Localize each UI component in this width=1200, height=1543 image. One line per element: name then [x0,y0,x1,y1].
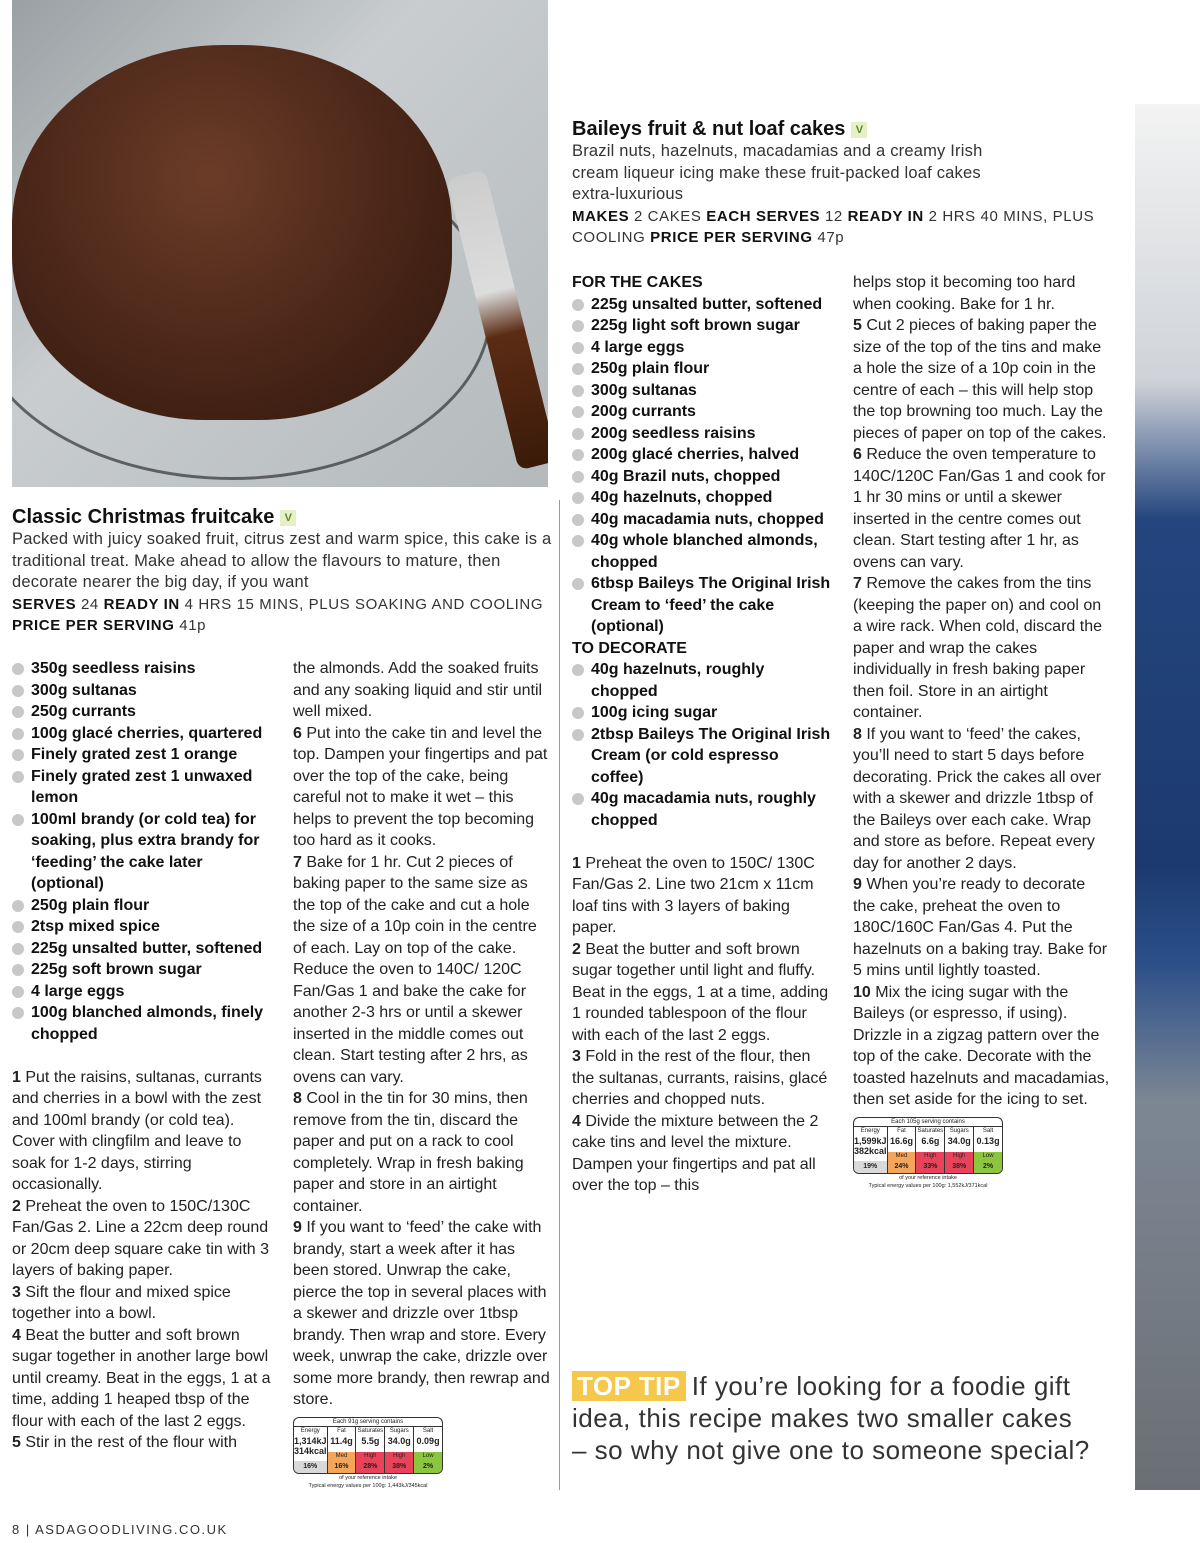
nutrition-header: Each 105g serving contains [853,1117,1003,1126]
nutrient-percent: 16% [328,1461,356,1473]
recipe2-intro: Brazil nuts, hazelnuts, macadamias and a creamy Irish cream liqueur icing make these fruit-packed loaf cakes extra-luxurious [572,142,983,204]
recipe1-meta: SERVES 24 READY IN 4 HRS 15 MINS, PLUS SOAKING AND COOLING PRICE PER SERVING 41p [12,595,544,635]
step-text: Sift the flour and mixed spice together into a bowl. [12,1283,231,1322]
step-text: Remove the cakes from the tins (keeping the paper on) and cool on a wire rack. When cold, discard the paper and wrap the cakes individually in fresh baking paper then foil. Store in an airtight container. [853,575,1102,721]
nutrient-level: Low [414,1452,442,1461]
vegetarian-icon: V [280,510,296,526]
ingredient-item: 2tbsp Baileys The Original Irish Cream (or cold espresso coffee) [572,724,834,789]
nutrient-value: 6.6g [921,1135,940,1146]
step-number: 4 [572,1112,581,1130]
nutrient-label: Fat [337,1427,346,1434]
nutrition-cell [974,1127,1002,1173]
ingredient-item: 200g seedless raisins [572,423,834,445]
nutrient-label: Salt [422,1427,434,1434]
nutrient-label: Saturates [357,1427,384,1434]
method-step [853,982,1111,1111]
nutrient-percent: 2% [414,1461,442,1473]
step-text: Stir in the rest of the flour with [25,1434,238,1451]
step-text: Reduce the oven temperature to 140C/120C Fan/Gas 1 and cook for 1 hr 30 mins or until a skewer inserted in the centre comes out clean. Start testing after 1 hr, as ovens can vary. [853,446,1106,571]
ingredient-item: 250g currants [12,701,274,723]
step-number: 1 [572,854,581,872]
method-step [293,852,551,1089]
ingredient-item: 100g blanched almonds, finely chopped [12,1002,274,1045]
ingredient-item: 40g hazelnuts, chopped [572,487,834,509]
nutrition-cell [916,1127,945,1173]
recipe1-header [12,506,552,637]
nutrient-label: Sugars [389,1427,409,1434]
method-step [293,723,551,852]
nutrient-value: 11.4g [330,1435,353,1446]
nutrient-value: 0.13g [976,1135,1000,1146]
top-tip-text: If you’re looking for a foodie gift idea, this recipe makes two smaller cakes – so why not give one to someone special? [572,1371,1090,1465]
recipe1-intro: Packed with juicy soaked fruit, citrus zest and warm spice, this cake is a traditional treat. Make ahead to allow the flavours to mature, then decorate nearer the big day, if you want [12,530,552,592]
page-number: 8 [12,1522,21,1537]
method-step [853,444,1111,573]
step-text: the almonds. Add the soaked fruits and any soaking liquid and stir until well mixed. [293,660,543,720]
method-step [293,1217,551,1411]
method-step [12,1432,274,1454]
step-number: 5 [12,1434,21,1451]
nutrition-row [293,1426,443,1474]
nutrient-value: 0.09g [416,1435,440,1446]
nutrient-percent: 24% [888,1161,916,1173]
nutrition-label [853,1117,1003,1190]
nutrient-level: Low [974,1152,1002,1161]
step-text: Cool in the tin for 30 mins, then remove from the tin, discard the paper and put on a rack to cool completely. Wrap in fresh baking paper and store in an airtight container. [293,1090,528,1215]
ingredient-item: 40g whole blanched almonds, chopped [572,530,834,573]
step-text: When you’re ready to decorate the cake, preheat the oven to 180C/160C Fan/Gas 4. Put the hazelnuts on a baking tray. Bake for 5 mins until lightly toasted. [853,876,1108,979]
nutrition-cell [294,1427,328,1473]
nutrient-label: Energy [300,1427,320,1434]
step-number: 8 [293,1090,302,1107]
nutrient-value: 34.0g [947,1135,971,1146]
step-text: Mix the icing sugar with the Baileys (or espresso, if using). Drizzle in a zigzag pattern over the top of the cake. Decorate with the toasted hazelnuts and macadamias, then set aside for the icing to set. [853,983,1110,1108]
ingredient-item: 6tbsp Baileys The Original Irish Cream to ‘feed’ the cake (optional) [572,573,834,638]
step-number: 2 [12,1197,21,1215]
spacer [572,831,834,853]
nutrient-label: Fat [897,1127,906,1134]
nutrition-cell [328,1427,357,1473]
ingredient-item: 200g glacé cherries, halved [572,444,834,466]
step-number: 8 [853,725,862,743]
fruitcake [12,45,452,420]
nutrient-percent: 2% [974,1161,1002,1173]
ingredient-item: 4 large eggs [572,337,834,359]
step-number: 6 [293,724,302,742]
method-step [12,1067,274,1196]
nutrient-percent: 19% [854,1161,887,1173]
method-step [293,1088,551,1217]
nutrition-label [293,1417,443,1490]
method-step [853,724,1111,875]
step-number: 3 [12,1283,21,1301]
nutrient-label: Sugars [949,1127,969,1134]
method-step [853,573,1111,724]
method-step [12,1282,274,1325]
nutrient-value: 1,314kJ 314kcal [294,1435,327,1456]
nutrient-level: High [916,1152,944,1161]
column-divider [559,500,560,1490]
step-number: 2 [572,940,581,958]
method-step [572,1046,834,1111]
ingredient-item: 40g hazelnuts, roughly chopped [572,659,834,702]
step-number: 1 [12,1068,21,1086]
recipe1-column-2 [293,658,551,1490]
step-text: Preheat the oven to 150C/ 130C Fan/Gas 2. Line two 21cm x 11cm loaf tins with 3 layers of baking paper. [572,854,815,936]
nutrition-cell [414,1427,442,1473]
nutrient-percent: 38% [945,1161,973,1173]
step-number: 7 [853,575,862,592]
decorate-heading: TO DECORATE [572,639,687,657]
ingredient-item: 250g plain flour [572,358,834,380]
method-step [853,272,1111,315]
nutrient-percent: 16% [294,1461,327,1473]
reference-intake: of your reference intake [899,1174,957,1181]
top-tip [572,1370,1092,1466]
ingredient-item: Finely grated zest 1 unwaxed lemon [12,766,274,809]
step-number: 6 [853,446,862,463]
recipe2-header [572,118,1112,249]
nutrition-cell [385,1427,414,1473]
step-text: Cut 2 pieces of baking paper the size of the top of the tins and make a hole the size of a 10p coin in the centre of each – this will help stop the top browning too much. Lay the pieces of paper on top of the cakes. [853,317,1107,442]
spacer [12,1045,274,1067]
step-number: 10 [853,983,871,1001]
nutrient-percent: 28% [356,1461,384,1473]
ingredient-item: 225g unsalted butter, softened [12,938,274,960]
ingredient-item: 100g glacé cherries, quartered [12,723,274,745]
method-step [572,1111,834,1197]
nutrient-value: 34.0g [387,1435,411,1446]
ingredient-item: 350g seedless raisins [12,658,274,680]
nutrient-percent: 33% [916,1161,944,1173]
step-number: 7 [293,853,302,871]
nutrition-cell [854,1127,888,1173]
ingredient-item: 40g Brazil nuts, chopped [572,466,834,488]
recipe2-meta: MAKES 2 CAKES EACH SERVES 12 READY IN 2 HRS 40 MINS, PLUS COOLING PRICE PER SERVING 47p [572,207,1095,247]
step-number: 5 [853,317,862,334]
ingredient-item: 300g sultanas [572,380,834,402]
step-text: Divide the mixture between the 2 cake tins and level the mixture. Dampen your fingertips and pat all over the top – this [572,1112,819,1194]
ingredient-item: 225g light soft brown sugar [572,315,834,337]
cakes-heading: FOR THE CAKES [572,274,703,291]
step-text: Beat the butter and soft brown sugar together until light and fluffy. Beat in the eggs, 1 at a time, adding 1 rounded tablespoon of the flour with each of the last 2 eggs. [572,940,829,1044]
ingredient-item: Finely grated zest 1 orange [12,744,274,766]
nutrient-label: Energy [860,1127,880,1134]
step-number: 9 [293,1219,302,1236]
recipe1-title: Classic Christmas fruitcake V [12,506,552,529]
method-step [12,1196,274,1282]
typical-energy: Typical energy values per 100g: 1,443kJ/345kcal [308,1482,428,1489]
step-text: Bake for 1 hr. Cut 2 pieces of baking paper to the same size as the top of the cake and cut a hole the size of a 10p coin in the centre of each. Lay on top of the cake. Reduce the oven to 140C/ 120C Fan/Gas 1 and bake the cake for another 2-3 hrs or until a skewer inserted in the middle comes out clean. Start testing after 2 hrs, as ovens can vary. [293,853,537,1086]
nutrient-level: High [945,1152,973,1161]
step-number: 4 [12,1326,21,1344]
reference-intake: of your reference intake [339,1474,397,1481]
nutrient-level: High [356,1452,384,1461]
step-number: 3 [572,1048,581,1065]
ingredient-item: 300g sultanas [12,680,274,702]
nutrient-value: 5.5g [361,1435,380,1446]
nutrition-header: Each 91g serving contains [293,1417,443,1426]
nutrient-level: Med [328,1452,356,1461]
nutrition-row [853,1126,1003,1174]
nutrition-cell [945,1127,974,1173]
nutrient-label: Salt [982,1127,994,1134]
step-text: If you want to ‘feed’ the cakes, you’ll need to start 5 days before decorating. Prick the cakes all over with a skewer and drizzle 1tbsp of the Baileys over each cake. Wrap and store as before. Repeat every day for another 2 days. [853,725,1102,872]
recipe1-column-1 [12,658,274,1454]
step-text: Put the raisins, sultanas, currants and cherries in a bowl with the zest and 100ml brandy (or cold tea). Cover with clingfilm and leave to soak for 1-2 days, stirring occasionally. [12,1068,262,1193]
recipe2-title: Baileys fruit & nut loaf cakes V [572,118,1112,141]
top-tip-label: TOP TIP [572,1371,686,1401]
nutrition-cell [356,1427,385,1473]
nutrient-label: Saturates [917,1127,944,1134]
ingredient-item: 100ml brandy (or cold tea) for soaking, plus extra brandy for ‘feeding’ the cake later (optional) [12,809,274,895]
step-number: 9 [853,876,862,893]
method-step [853,874,1111,982]
nutrient-level: Med [888,1152,916,1161]
ingredient-item: 40g macadamia nuts, chopped [572,509,834,531]
page-footer: 8 | ASDAGOODLIVING.CO.UK [12,1522,228,1537]
ingredient-item: 250g plain flour [12,895,274,917]
step-text: Beat the butter and soft brown sugar together in another large bowl until creamy. Beat in the eggs, 1 at a time, adding 1 heaped tbsp of the flour with each of the last 2 eggs. [12,1326,271,1430]
website: ASDAGOODLIVING.CO.UK [35,1522,228,1537]
method-step [12,1325,274,1433]
step-text: helps stop it becoming too hard when cooking. Bake for 1 hr. [853,274,1076,313]
method-step [572,853,834,939]
ingredient-item: 100g icing sugar [572,702,834,724]
ingredient-item: 2tsp mixed spice [12,916,274,938]
recipe2-column-1 [572,272,834,1197]
ingredient-item: 225g unsalted butter, softened [572,294,834,316]
ingredient-item: 200g currants [572,401,834,423]
typical-energy: Typical energy values per 100g: 1,552kJ/371kcal [868,1182,988,1189]
step-text: Fold in the rest of the flour, then the sultanas, currants, raisins, glacé cherries and chopped nuts. [572,1048,828,1108]
nutrient-level: High [385,1452,413,1461]
ingredient-item: 40g macadamia nuts, roughly chopped [572,788,834,831]
step-text: Preheat the oven to 150C/130C Fan/Gas 2. Line a 22cm deep round or 20cm deep square cake tin with 3 layers of baking paper. [12,1197,270,1279]
method-step [293,658,551,723]
ingredient-item: 225g soft brown sugar [12,959,274,981]
nutrient-value: 1,599kJ 382kcal [854,1135,887,1156]
vegetarian-icon: V [851,122,867,138]
step-text: Put into the cake tin and level the top. Dampen your fingertips and pat over the top of the cake, being careful not to make it wet – this helps to prevent the top becoming too hard as it cooks. [293,724,548,849]
ingredient-item: 4 large eggs [12,981,274,1003]
method-step [572,939,834,1047]
fruitcake-photo [12,0,548,487]
nutrient-percent: 38% [385,1461,413,1473]
blue-fabric-photo [1135,104,1200,1490]
recipe2-column-2 [853,272,1111,1190]
nutrient-value: 16.6g [889,1135,913,1146]
step-text: If you want to ‘feed’ the cake with brandy, start a week after it has been stored. Unwrap the cake, pierce the top in several places with a skewer and drizzle over 1tbsp brandy. Then wrap and store. Every week, unwrap the cake, drizzle over some more brandy, then rewrap and store. [293,1219,550,1408]
method-step [853,315,1111,444]
nutrition-cell [888,1127,917,1173]
